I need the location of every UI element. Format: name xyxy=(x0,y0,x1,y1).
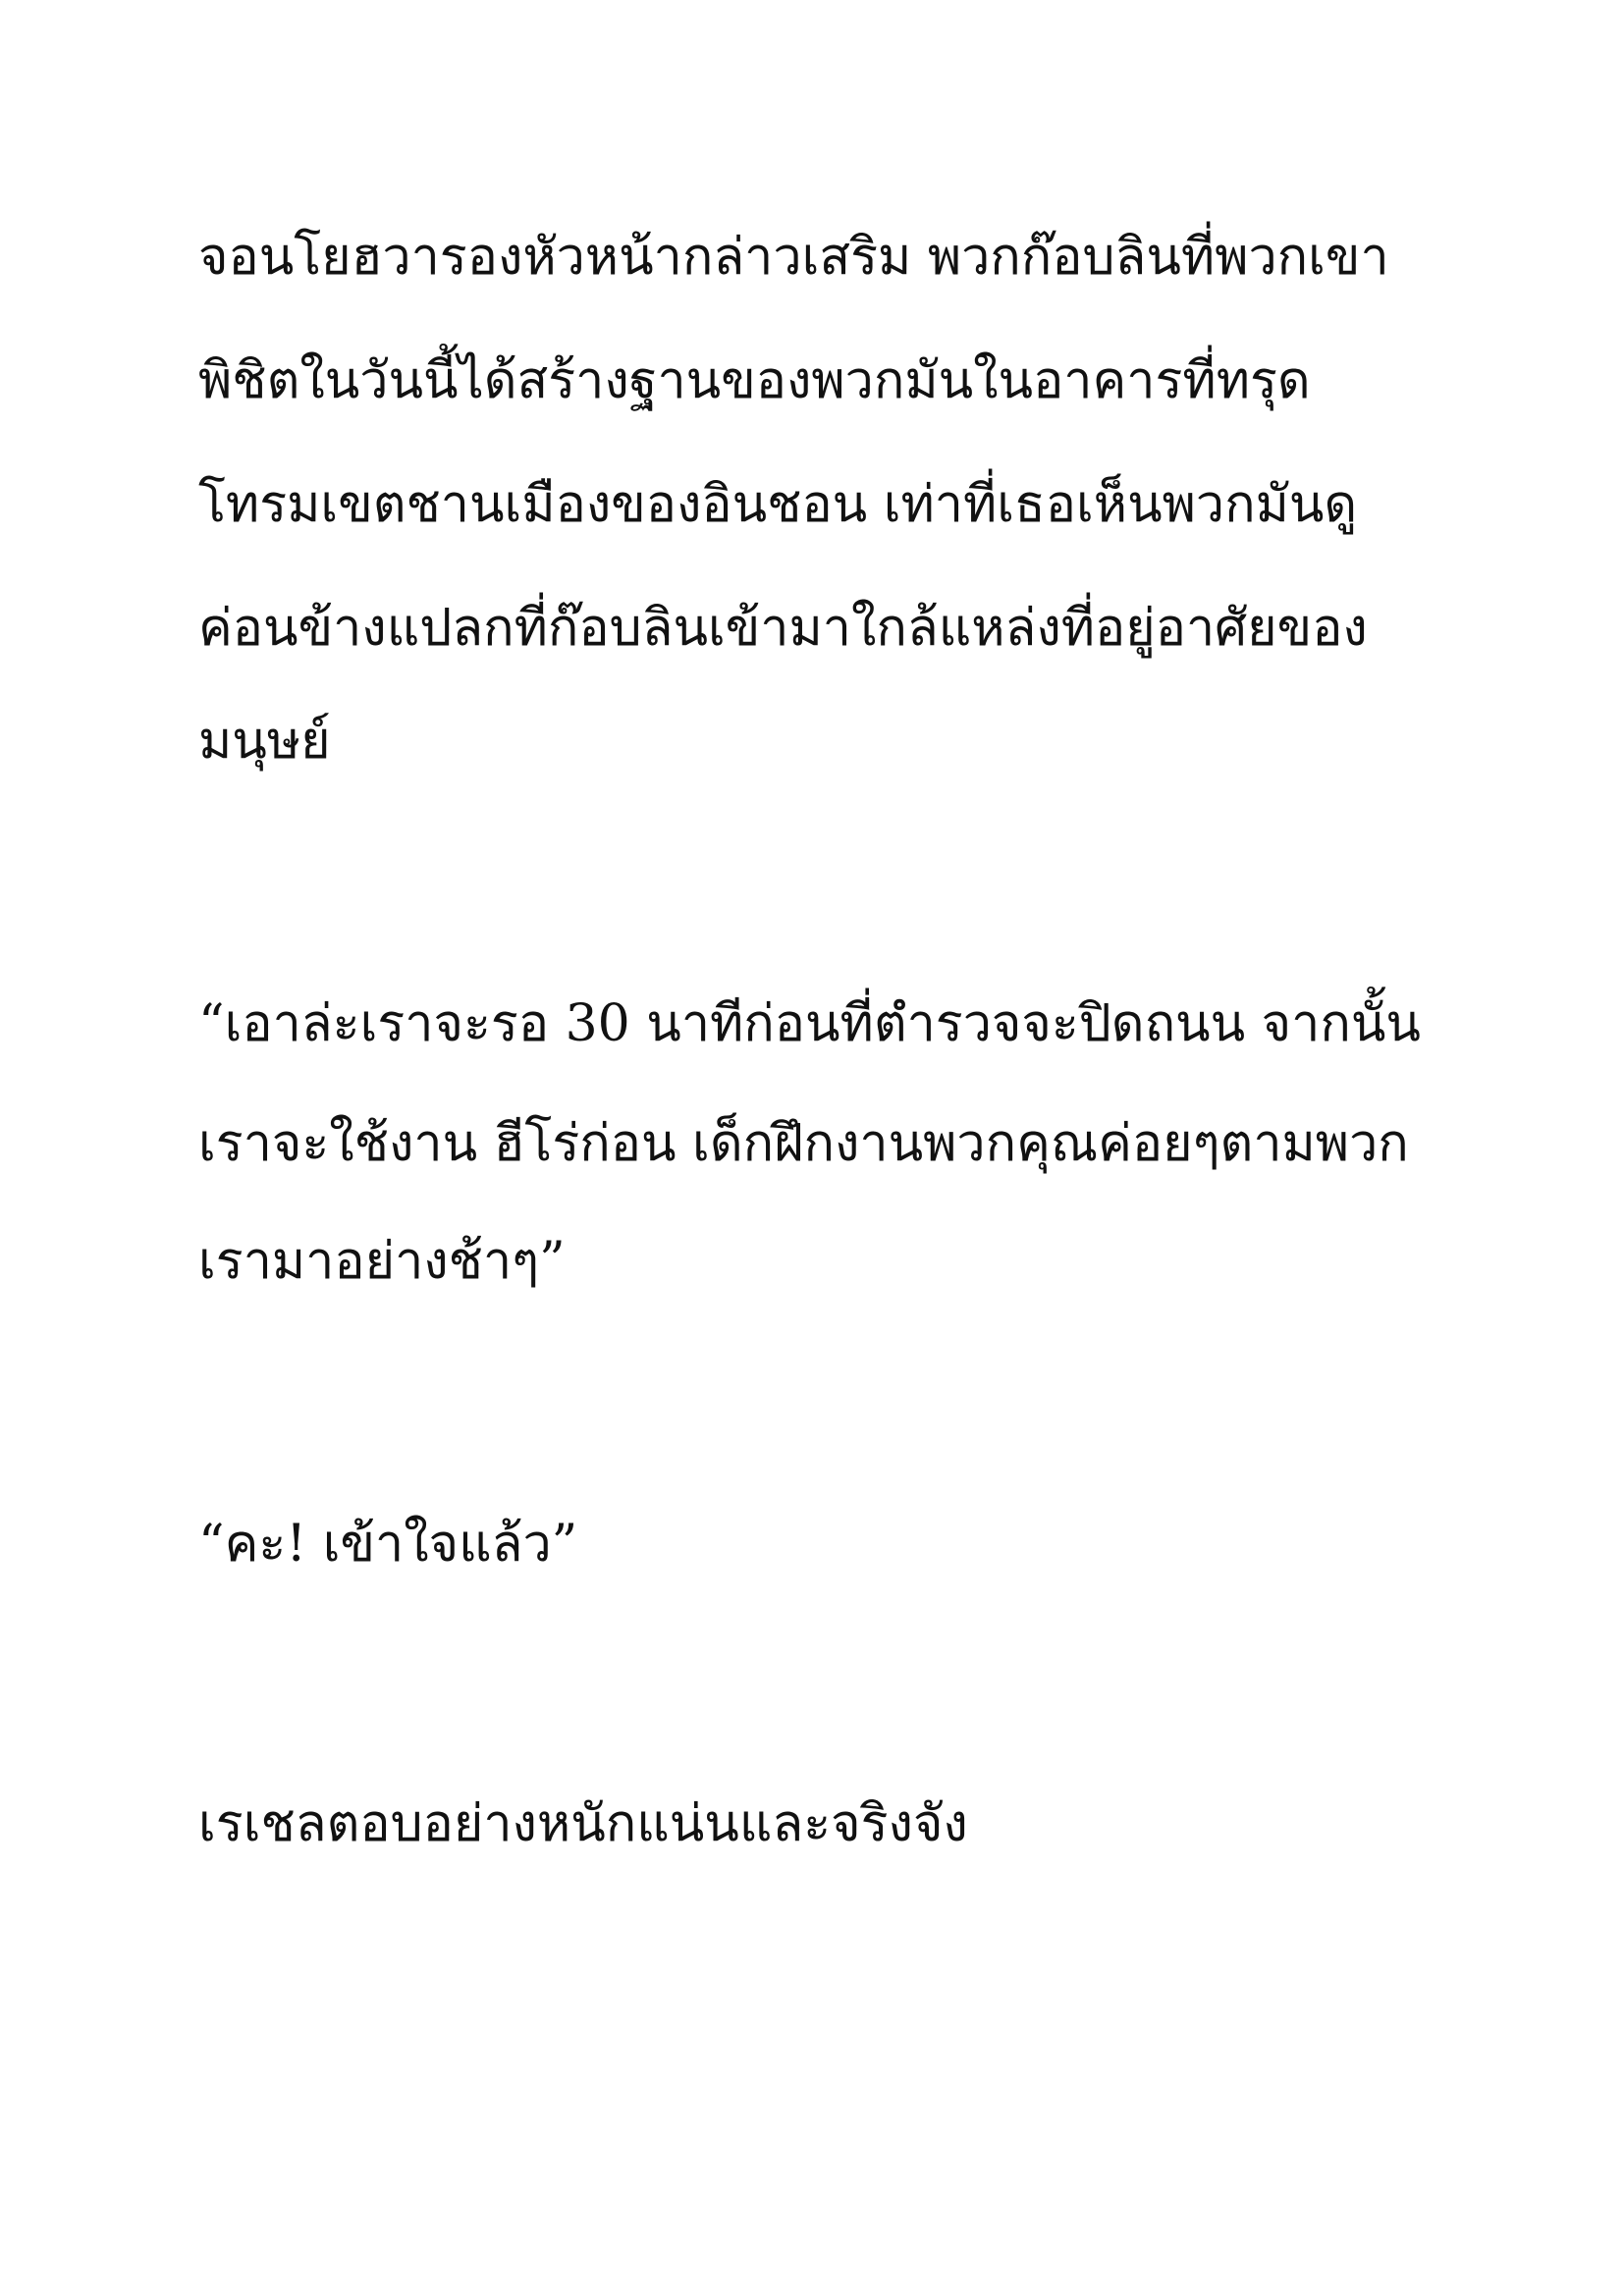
paragraph-1-line-3: โทรมเขตชานเมืองของอินชอน เท่าที่เธอเห็นพวกมันดู xyxy=(198,475,1358,534)
paragraph-1-line-2: พิชิตในวันนี้ได้สร้างฐานของพวกมันในอาคารที่ทรุด xyxy=(198,351,1311,410)
paragraph-3-line-1: “คะ! เข้าใจแล้ว” xyxy=(198,1515,578,1574)
paragraph-2-line-2: เราจะใช้งาน ฮีโร่ก่อน เด็กฝึกงานพวกคุณค่อยๆตามพวก xyxy=(198,1114,1409,1173)
paragraph-1-line-4: ค่อนข้างแปลกที่ก๊อบลินเข้ามาใกล้แหล่งที่อยู่อาศัยของ xyxy=(198,599,1368,658)
paragraph-1-line-5: มนุษย์ xyxy=(198,712,331,771)
paragraph-4-line-1: เรเชลตอบอย่างหนักแน่นและจริงจัง xyxy=(198,1794,968,1853)
paragraph-1-line-1: จอนโยฮวารองหัวหน้ากล่าวเสริม พวกก๊อบลินที่พวกเขา xyxy=(198,228,1389,287)
paragraph-2-line-1: “เอาล่ะเราจะรอ 30 นาทีก่อนที่ตำรวจจะปิดถนน จากนั้น xyxy=(198,994,1421,1053)
paragraph-2-line-3: เรามาอย่างช้าๆ” xyxy=(198,1232,566,1291)
